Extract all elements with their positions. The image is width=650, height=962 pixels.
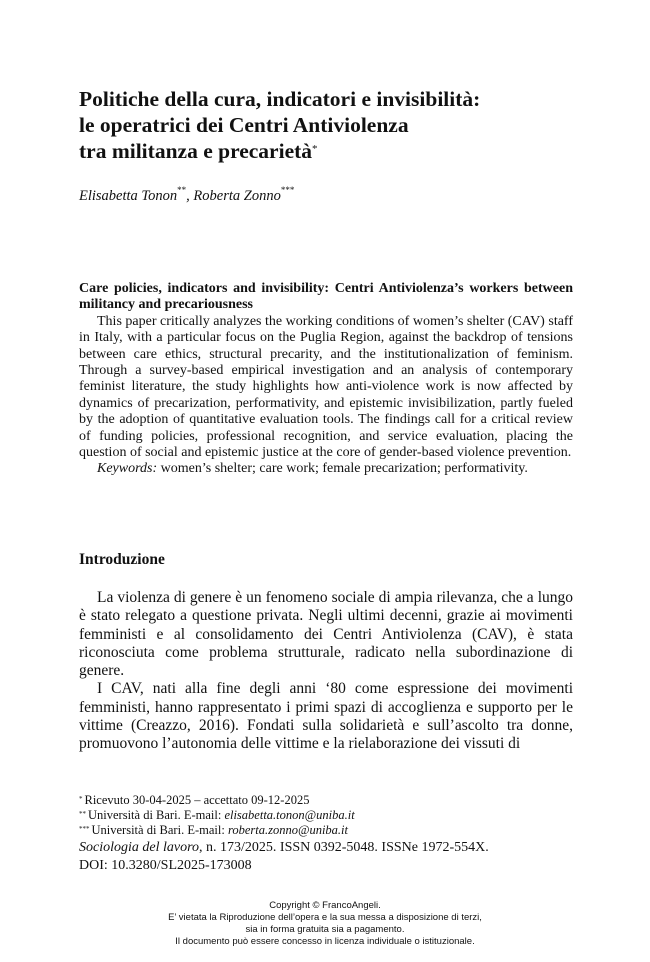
section-heading: Introduzione [79, 551, 165, 568]
footnote-3-email[interactable]: roberta.zonno@uniba.it [227, 823, 349, 837]
intro-paragraph-1: La violenza di genere è un fenomeno sociale di ampia rilevanza, che a lungo è stato relegato a questione privata. Negli ultimi decenni, grazie ai movimenti femministi e al consolidamento dei Centri Antiviolenza (CAV), è stata riconosciuta come problema strutturale, radicato nella subordinazione di genere. [79, 589, 573, 680]
footnote-3 [79, 823, 573, 838]
title-footnote-mark: * [312, 143, 318, 155]
doi: DOI: 10.3280/SL2025-173008 [79, 858, 252, 873]
footnote-1 [79, 793, 573, 808]
title-line-1: Politiche della cura, indicatori e invisibilità: [79, 87, 481, 111]
abstract-body: This paper critically analyzes the working conditions of women’s shelter (CAV) staff in Italy, with a particular focus on the Puglia Region, against the backdrop of tensions between care ethics, structural precarity, and the institutionalization of feminism. Through a survey-based empirical investigation and an analysis of contemporary feminist literature, the study highlights how anti-violence work is now affected by dynamics of precarization, performativity, and epistemic invisibilization, partly fueled by the adoption of quantitative evaluation tools. The findings call for a critical review of funding policies, professional recognition, and service evaluation, placing the question of social and epistemic justice at the core of gender-based violence prevention. [79, 313, 573, 461]
article-title [79, 86, 573, 164]
footnote-2 [79, 808, 573, 823]
title-line-3-text: tra militanza e precarietà [79, 139, 313, 163]
footnote-3-text: Università di Bari. E-mail: [91, 823, 228, 837]
keywords-list: women’s shelter; care work; female precarization; performativity. [157, 461, 528, 477]
title-line-2: le operatrici dei Centri Antiviolenza [79, 113, 409, 137]
footnotes [79, 793, 573, 874]
author-2-mark: *** [280, 185, 295, 195]
authors [79, 185, 295, 205]
copyright-line-2: E’ vietata la Riproduzione dell’opera e la sua messa a disposizione di terzi, [168, 912, 482, 923]
footnote-1-mark: * [79, 795, 83, 803]
intro-paragraph-2: I CAV, nati alla fine degli anni ‘80 come espressione dei movimenti femministi, hanno rappresentato i primi spazi di accoglienza e supporto per le vittime (Creazzo, 2016). Fondati sulla solidarietà e sull’ascolto tra donne, promuovono l’autonomia delle vittime e la rielaborazione dei vissuti di [79, 680, 573, 753]
intro-body [79, 589, 573, 754]
footnote-3-mark: *** [79, 825, 90, 833]
footnote-1-text: Ricevuto 30-04-2025 – accettato 09-12-2025 [84, 793, 310, 807]
author-1-mark: ** [177, 185, 187, 195]
author-separator: , [186, 188, 194, 204]
abstract-title: Care policies, indicators and invisibility: Centri Antiviolenza’s workers between militancy and precariousness [79, 281, 573, 313]
author-2: Roberta Zonno [193, 188, 281, 204]
journal-issue: , n. 173/2025. ISSN 0392-5048. ISSNe 1972-554X. [199, 840, 489, 855]
keywords [79, 461, 573, 477]
journal-citation [79, 839, 573, 856]
copyright-line-3: sia in forma gratuita sia a pagamento. [245, 924, 405, 935]
copyright-line-4: Il documento può essere concesso in licenza individuale o istituzionale. [175, 936, 475, 947]
footnote-2-mark: ** [79, 810, 86, 818]
copyright-notice [0, 900, 650, 948]
abstract [79, 281, 573, 478]
title-line-3 [79, 138, 573, 164]
copyright-line-1: Copyright © FrancoAngeli. [269, 900, 381, 911]
footnote-2-email[interactable]: elisabetta.tonon@uniba.it [224, 808, 355, 822]
footnote-2-text: Università di Bari. E-mail: [88, 808, 225, 822]
author-1: Elisabetta Tonon [79, 188, 178, 204]
journal-name: Sociologia del lavoro [79, 840, 200, 855]
keywords-label: Keywords: [97, 461, 158, 477]
